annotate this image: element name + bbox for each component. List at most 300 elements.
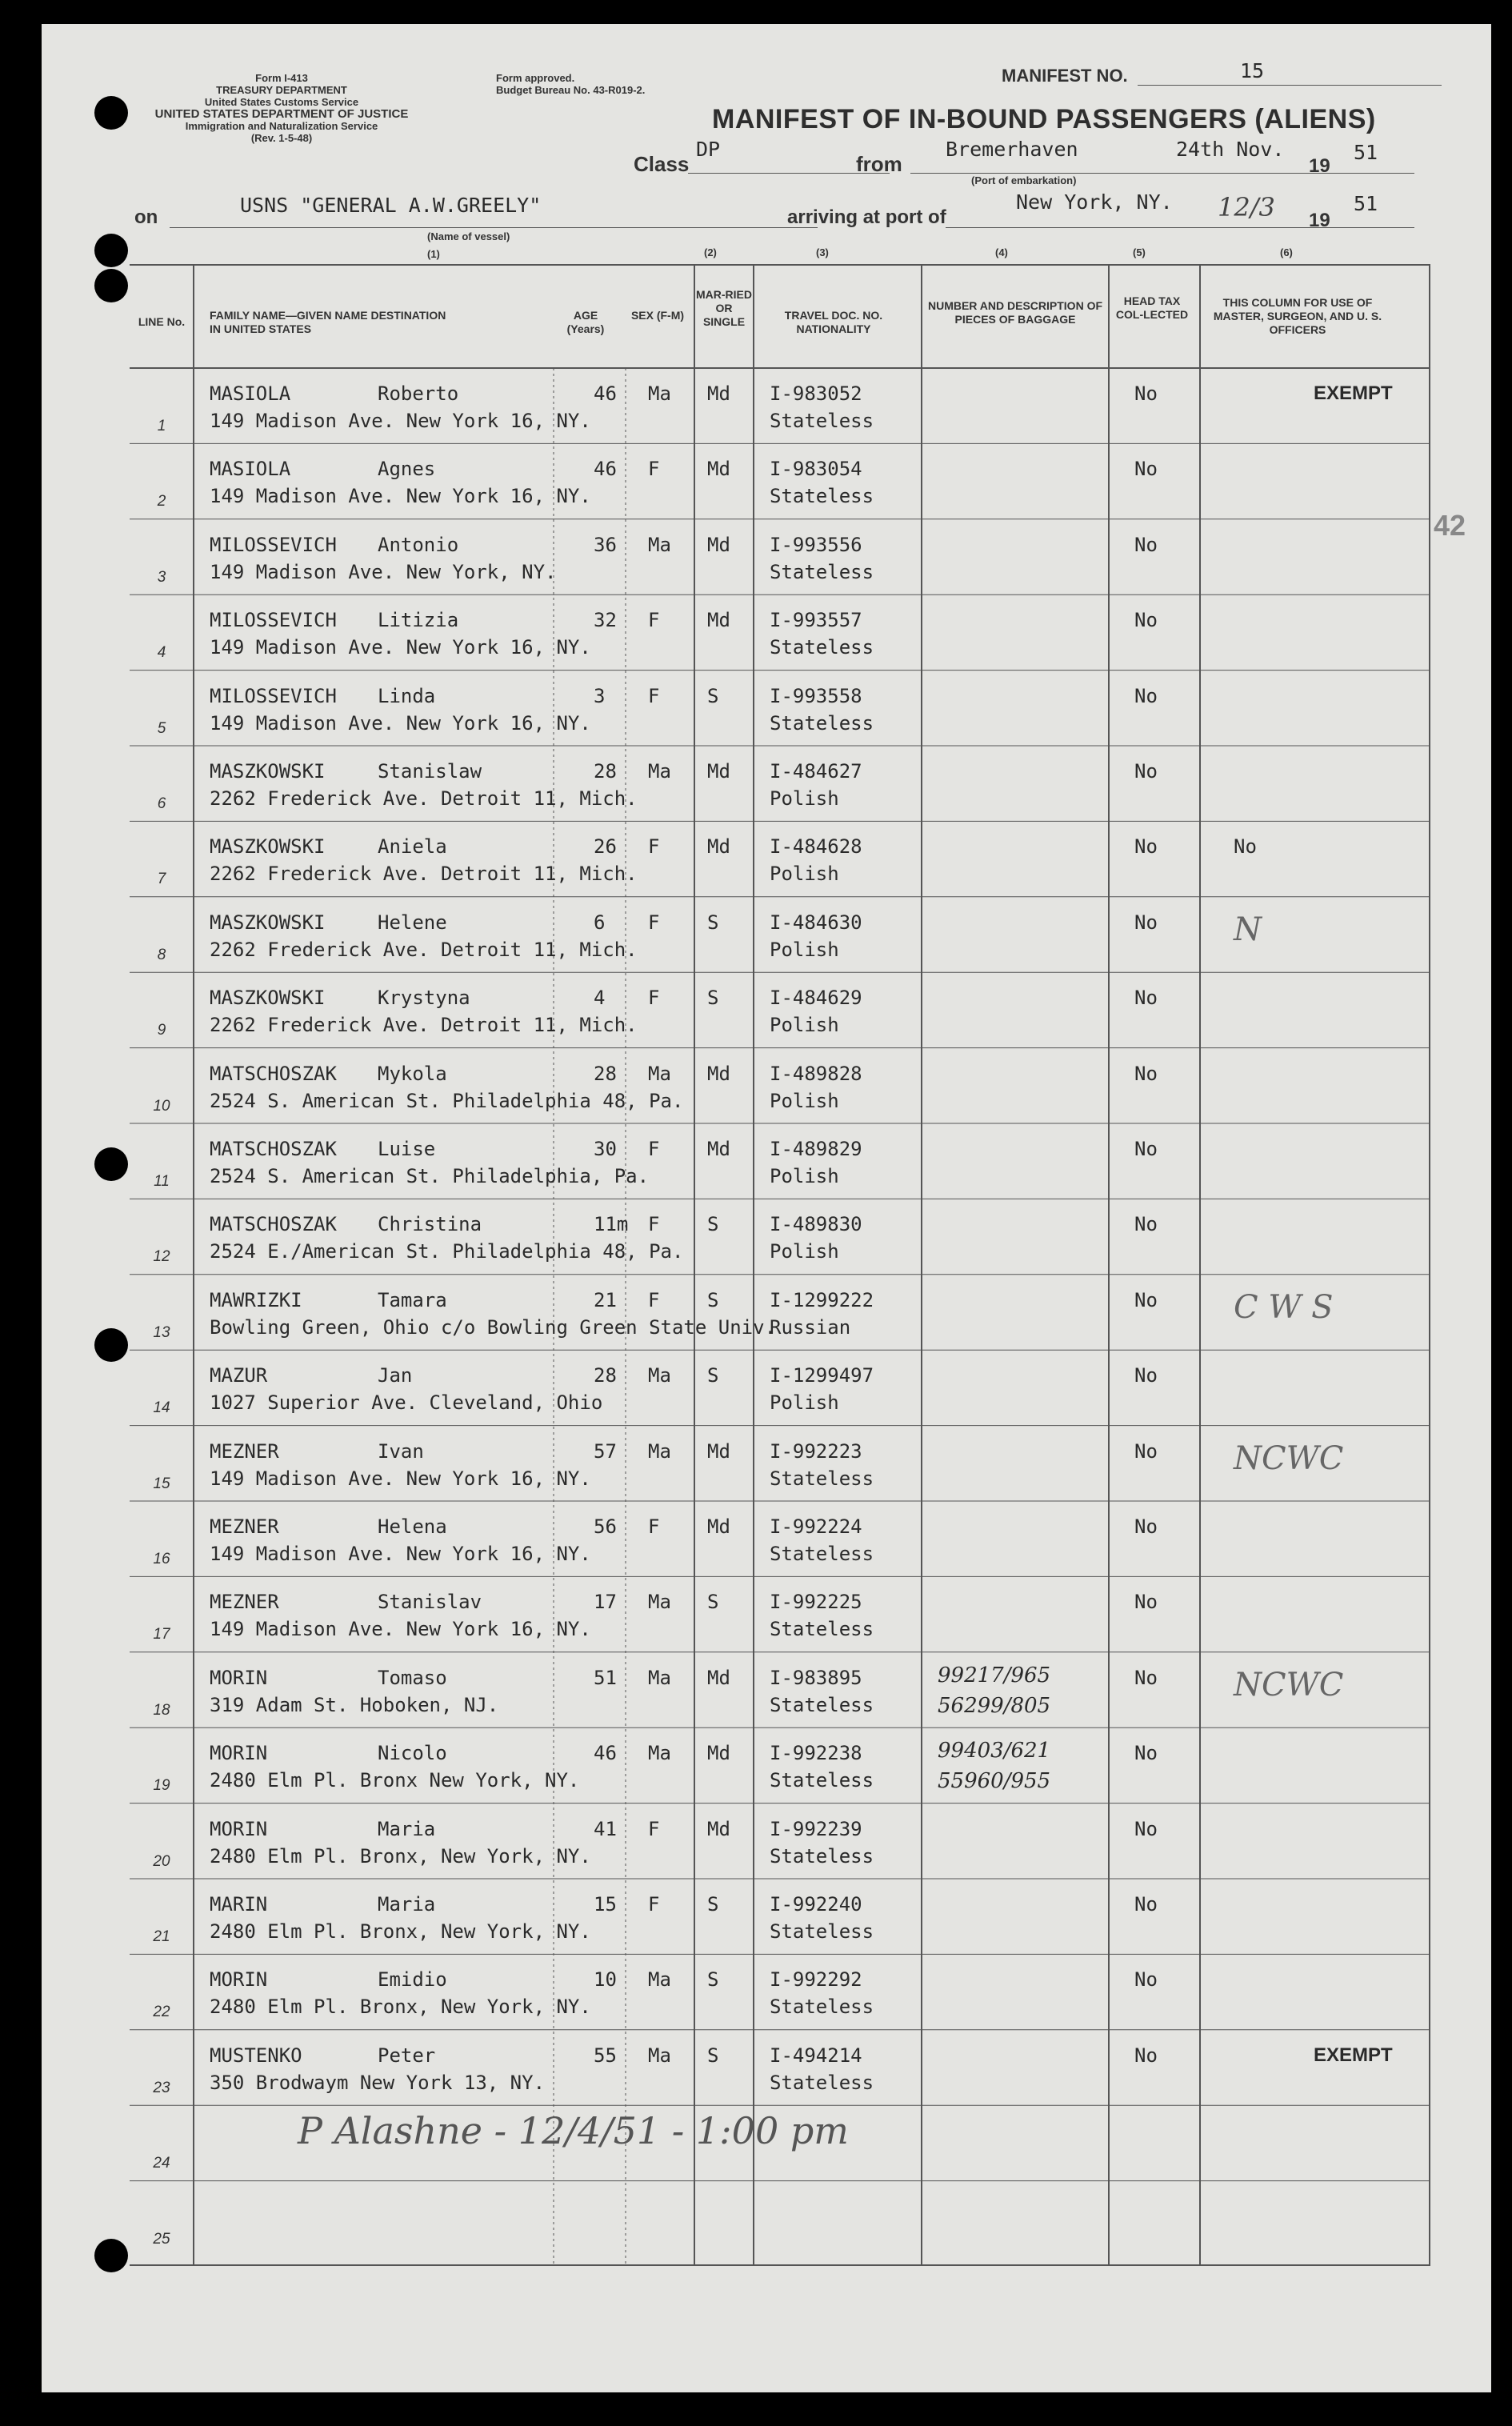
family-name: MASZKOWSKI — [210, 760, 326, 783]
given-name: Krystyna — [378, 987, 470, 1010]
given-name: Stanislaw — [378, 760, 482, 783]
head-tax-value: No — [1134, 1742, 1158, 1765]
baggage-entry: 55960/955 — [938, 1769, 1051, 1794]
class-label: Class — [634, 152, 690, 176]
line-number: 16 — [153, 1551, 170, 1567]
treasury-label: TREASURY DEPARTMENT — [216, 84, 347, 96]
sex-value: Ma — [648, 1666, 671, 1689]
head-tax-value: No — [1134, 1817, 1158, 1840]
col-num-4: (4) — [995, 246, 1008, 258]
travel-doc-number: I-484628 — [770, 835, 862, 859]
nationality: Stateless — [770, 711, 874, 735]
head-tax-value: No — [1134, 835, 1158, 859]
head-tax-value: No — [1134, 1968, 1158, 1992]
header-line-no: LINE No. — [138, 315, 186, 328]
travel-doc-number: I-484629 — [770, 987, 862, 1010]
punch-hole — [94, 2239, 128, 2272]
marital-status: S — [707, 2044, 719, 2067]
col-num-1: (1) — [427, 248, 440, 260]
manifest-number-value: 15 — [1240, 59, 1265, 82]
col-num-6: (6) — [1280, 246, 1293, 258]
head-tax-value: No — [1134, 1138, 1158, 1160]
year-prefix: 19 — [1309, 155, 1330, 177]
officer-note: EXEMPT — [1314, 2044, 1393, 2066]
arrival-date-line — [1202, 227, 1354, 228]
sex-value: Ma — [648, 533, 671, 556]
officer-note: NCWC — [1234, 1666, 1344, 1703]
sex-value: F — [648, 1213, 660, 1236]
nationality: Stateless — [770, 1618, 874, 1641]
age-value: 10 — [594, 1968, 617, 1992]
destination-address: Bowling Green, Ohio c/o Bowling Green State Univ. — [210, 1315, 777, 1339]
destination-address: 149 Madison Ave. New York 16, NY. — [210, 410, 591, 432]
age-value: 55 — [594, 2044, 617, 2067]
manifest-title: MANIFEST OF IN-BOUND PASSENGERS (ALIENS) — [712, 104, 1376, 134]
line-number: 20 — [153, 1852, 170, 1870]
age-value: 28 — [594, 1364, 617, 1387]
destination-address: 149 Madison Ave. New York 16, NY. — [210, 636, 591, 659]
arrival-year: 51 — [1354, 192, 1378, 215]
age-value: 28 — [594, 1062, 617, 1085]
form-agency-block — [130, 72, 434, 144]
age-value: 46 — [594, 1742, 617, 1765]
nationality: Stateless — [770, 1467, 874, 1490]
travel-doc-number: I-489830 — [770, 1213, 862, 1236]
nationality: Polish — [770, 863, 839, 886]
sex-value: F — [648, 1893, 660, 1916]
sex-value: F — [648, 987, 660, 1010]
line-number: 5 — [157, 719, 166, 737]
margin-note: 42 — [1434, 509, 1466, 542]
nationality: Polish — [770, 787, 839, 810]
arriving-label: arriving at port of — [787, 206, 946, 228]
travel-doc-number: I-983052 — [770, 382, 862, 405]
line-number: 19 — [153, 1777, 170, 1795]
header-head-tax: HEAD TAX COL-LECTED — [1115, 294, 1189, 321]
travel-doc-number: I-993558 — [770, 684, 862, 707]
customs-label: United States Customs Service — [204, 96, 359, 108]
travel-doc-number: I-1299497 — [770, 1364, 874, 1387]
marital-status: Md — [707, 1515, 730, 1538]
marital-status: Md — [707, 1062, 730, 1085]
age-value: 32 — [594, 609, 617, 632]
marital-status: Md — [707, 609, 730, 632]
line-number: 3 — [157, 568, 166, 586]
line-number: 9 — [157, 1022, 166, 1039]
travel-doc-number: I-489828 — [770, 1062, 862, 1085]
given-name: Aniela — [378, 835, 447, 859]
travel-doc-number: I-484627 — [770, 760, 862, 783]
destination-address: 350 Brodwaym New York 13, NY. — [210, 2071, 546, 2094]
line-number: 4 — [157, 644, 166, 662]
from-label: from — [856, 152, 902, 176]
age-value: 11m — [594, 1213, 629, 1236]
nationality: Stateless — [770, 1844, 874, 1868]
travel-doc-number: I-992239 — [770, 1817, 862, 1840]
approval-block — [496, 72, 645, 96]
marital-status: S — [707, 1364, 719, 1387]
given-name: Agnes — [378, 458, 436, 481]
family-name: MILOSSEVICH — [210, 533, 337, 556]
punch-hole — [94, 96, 128, 130]
line-number: 12 — [153, 1248, 170, 1266]
family-name: MATSCHOSZAK — [210, 1062, 337, 1085]
family-name: MASZKOWSKI — [210, 987, 326, 1010]
nationality: Stateless — [770, 410, 874, 432]
line-number: 11 — [154, 1173, 170, 1190]
given-name: Helena — [378, 1515, 447, 1538]
nationality: Polish — [770, 1089, 839, 1112]
head-tax-value: No — [1134, 382, 1158, 405]
family-name: MORIN — [210, 1968, 268, 1992]
age-value: 57 — [594, 1439, 617, 1463]
col-num-3: (3) — [816, 246, 829, 258]
line-number: 23 — [153, 2079, 170, 2096]
family-name: MUSTENKO — [210, 2044, 302, 2067]
sex-value: F — [648, 835, 660, 859]
destination-address: 149 Madison Ave. New York 16, NY. — [210, 1467, 591, 1490]
arrival-date: 12/3 — [1218, 192, 1275, 222]
sex-value: F — [648, 911, 660, 934]
nationality: Stateless — [770, 1543, 874, 1565]
budget-number: Budget Bureau No. 43-R019-2. — [496, 84, 646, 96]
punch-hole — [94, 234, 128, 267]
officer-note: N — [1234, 911, 1262, 948]
marital-status: Md — [707, 1666, 730, 1689]
header-officers: THIS COLUMN FOR USE OF MASTER, SURGEON, AND U. S. OFFICERS — [1213, 296, 1382, 336]
nationality: Stateless — [770, 1920, 874, 1943]
line-number: 13 — [153, 1323, 170, 1341]
family-name: MORIN — [210, 1817, 268, 1840]
head-tax-value: No — [1134, 1893, 1158, 1916]
travel-doc-number: I-992225 — [770, 1591, 862, 1614]
given-name: Antonio — [378, 533, 459, 556]
given-name: Ivan — [378, 1439, 424, 1463]
head-tax-value: No — [1134, 760, 1158, 783]
head-tax-value: No — [1134, 1364, 1158, 1387]
line-number: 24 — [153, 2155, 170, 2172]
sex-value: Ma — [648, 1062, 671, 1085]
sex-value: F — [648, 1515, 660, 1538]
marital-status: Md — [707, 458, 730, 481]
destination-address: 2524 E./American St. Philadelphia 48, Pa. — [210, 1240, 684, 1263]
age-value: 46 — [594, 458, 617, 481]
travel-doc-number: I-983054 — [770, 458, 862, 481]
sex-value: F — [648, 1817, 660, 1840]
head-tax-value: No — [1134, 1288, 1158, 1311]
destination-address: 2480 Elm Pl. Bronx New York, NY. — [210, 1769, 580, 1792]
destination-address: 149 Madison Ave. New York 16, NY. — [210, 1618, 591, 1641]
col-num-5: (5) — [1133, 246, 1146, 258]
sex-value: Ma — [648, 1591, 671, 1614]
age-value: 3 — [594, 684, 606, 707]
head-tax-value: No — [1134, 1515, 1158, 1538]
head-tax-value: No — [1134, 987, 1158, 1010]
destination-address: 319 Adam St. Hoboken, NJ. — [210, 1693, 499, 1716]
nationality: Stateless — [770, 1769, 874, 1792]
age-value: 51 — [594, 1666, 617, 1689]
arrival-year-line — [1346, 227, 1414, 228]
age-value: 26 — [594, 835, 617, 859]
marital-status: S — [707, 1968, 719, 1992]
head-tax-value: No — [1134, 458, 1158, 481]
nationality: Stateless — [770, 2071, 874, 2094]
line-number: 17 — [153, 1626, 170, 1643]
nationality: Stateless — [770, 1996, 874, 2019]
departure-date-line — [1162, 173, 1362, 174]
age-value: 21 — [594, 1288, 617, 1311]
header-travel-doc: TRAVEL DOC. NO. NATIONALITY — [784, 309, 883, 335]
line-number: 1 — [157, 418, 166, 434]
sex-value: F — [648, 1138, 660, 1160]
given-name: Maria — [378, 1817, 436, 1840]
destination-address: 2262 Frederick Ave. Detroit 11, Mich. — [210, 787, 638, 810]
given-name: Luise — [378, 1138, 436, 1160]
sex-value: Ma — [648, 1968, 671, 1992]
head-tax-value: No — [1134, 911, 1158, 934]
family-name: MAWRIZKI — [210, 1288, 302, 1311]
clearance-signature: P Alashne - 12/4/51 - 1:00 pm — [298, 2109, 849, 2152]
family-name: MEZNER — [210, 1591, 279, 1614]
sex-value: Ma — [648, 1439, 671, 1463]
age-value: 6 — [594, 911, 606, 934]
line-number: 8 — [157, 946, 166, 963]
sex-value: F — [648, 458, 660, 481]
baggage-entry: 56299/805 — [938, 1693, 1051, 1718]
marital-status: Md — [707, 1138, 730, 1160]
header-name: FAMILY NAME—GIVEN NAME DESTINATION IN UNITED STATES — [210, 309, 446, 335]
given-name: Peter — [378, 2044, 436, 2067]
line-number: 10 — [153, 1097, 170, 1115]
nationality: Stateless — [770, 1693, 874, 1716]
family-name: MASZKOWSKI — [210, 835, 326, 859]
punch-hole — [94, 1147, 128, 1181]
given-name: Christina — [378, 1213, 482, 1236]
departure-date: 24th Nov. — [1176, 138, 1285, 161]
line-number: 14 — [153, 1399, 170, 1417]
head-tax-value: No — [1134, 684, 1158, 707]
header-sex: SEX (F-M) — [630, 309, 685, 322]
marital-status: S — [707, 684, 719, 707]
destination-address: 149 Madison Ave. New York, NY. — [210, 560, 557, 583]
sex-value: Ma — [648, 2044, 671, 2067]
head-tax-value: No — [1134, 609, 1158, 632]
on-label: on — [134, 206, 158, 228]
given-name: Litizia — [378, 609, 459, 632]
nationality: Polish — [770, 1240, 839, 1263]
destination-address: 1027 Superior Ave. Cleveland, Ohio — [210, 1391, 603, 1415]
header-baggage: NUMBER AND DESCRIPTION OF PIECES OF BAGGAGE — [927, 299, 1103, 326]
head-tax-value: No — [1134, 1062, 1158, 1085]
family-name: MASZKOWSKI — [210, 911, 326, 934]
marital-status: Md — [707, 533, 730, 556]
form-approved-label: Form approved. — [496, 72, 575, 84]
embarkation-label: (Port of embarkation) — [971, 174, 1077, 186]
age-value: 15 — [594, 1893, 617, 1916]
head-tax-value: No — [1134, 1439, 1158, 1463]
vessel-name-label: (Name of vessel) — [427, 230, 510, 242]
family-name: MORIN — [210, 1742, 268, 1765]
family-name: MILOSSEVICH — [210, 684, 337, 707]
punch-hole — [94, 269, 128, 302]
arrival-port: New York, NY. — [1016, 190, 1173, 214]
officer-note: NCWC — [1234, 1439, 1344, 1477]
marital-status: Md — [707, 1742, 730, 1765]
marital-status: Md — [707, 1817, 730, 1840]
given-name: Helene — [378, 911, 447, 934]
age-value: 4 — [594, 987, 606, 1010]
sex-value: F — [648, 1288, 660, 1311]
given-name: Roberto — [378, 382, 459, 405]
officer-note: EXEMPT — [1314, 382, 1393, 404]
travel-doc-number: I-484630 — [770, 911, 862, 934]
travel-doc-number: I-992292 — [770, 1968, 862, 1992]
marital-status: S — [707, 911, 719, 934]
arrival-port-line — [946, 227, 1226, 228]
nationality: Polish — [770, 1391, 839, 1415]
given-name: Tomaso — [378, 1666, 447, 1689]
travel-doc-number: I-992238 — [770, 1742, 862, 1765]
line-number: 2 — [157, 493, 166, 510]
family-name: MATSCHOSZAK — [210, 1138, 337, 1160]
given-name: Maria — [378, 1893, 436, 1916]
destination-address: 2480 Elm Pl. Bronx, New York, NY. — [210, 1996, 591, 2019]
marital-status: S — [707, 1213, 719, 1236]
sex-value: F — [648, 609, 660, 632]
given-name: Tamara — [378, 1288, 447, 1311]
age-value: 36 — [594, 533, 617, 556]
nationality: Russian — [770, 1315, 851, 1339]
line-number: 7 — [157, 871, 166, 888]
manifest-sheet — [42, 24, 1491, 2392]
officer-note: C W S — [1234, 1288, 1334, 1326]
baggage-entry: 99217/965 — [938, 1663, 1051, 1687]
destination-address: 2262 Frederick Ave. Detroit 11, Mich. — [210, 1014, 638, 1037]
travel-doc-number: I-489829 — [770, 1138, 862, 1160]
family-name: MASIOLA — [210, 382, 291, 405]
departure-year: 51 — [1354, 141, 1378, 164]
line-number: 18 — [153, 1701, 170, 1719]
marital-status: Md — [707, 760, 730, 783]
family-name: MEZNER — [210, 1439, 279, 1463]
col-num-2: (2) — [704, 246, 717, 258]
destination-address: 149 Madison Ave. New York 16, NY. — [210, 485, 591, 508]
head-tax-value: No — [1134, 2044, 1158, 2067]
head-tax-value: No — [1134, 533, 1158, 556]
nationality: Stateless — [770, 485, 874, 508]
sex-value: Ma — [648, 760, 671, 783]
from-port: Bremerhaven — [946, 138, 1078, 161]
travel-doc-number: I-494214 — [770, 2044, 862, 2067]
form-number: Form I-413 — [255, 72, 308, 84]
nationality: Polish — [770, 1165, 839, 1187]
officer-note: No — [1234, 835, 1257, 859]
header-married: MAR-RIED OR SINGLE — [696, 288, 752, 328]
given-name: Mykola — [378, 1062, 447, 1085]
manifest-number-label: MANIFEST NO. — [1002, 66, 1128, 86]
given-name: Jan — [378, 1364, 413, 1387]
destination-address: 2524 S. American St. Philadelphia 48, Pa. — [210, 1089, 684, 1112]
year-line — [1346, 173, 1414, 174]
age-value: 56 — [594, 1515, 617, 1538]
destination-address: 2524 S. American St. Philadelphia, Pa. — [210, 1165, 650, 1187]
family-name: MARIN — [210, 1893, 268, 1916]
destination-address: 2480 Elm Pl. Bronx, New York, NY. — [210, 1920, 591, 1943]
marital-status: S — [707, 1591, 719, 1614]
head-tax-value: No — [1134, 1591, 1158, 1614]
sex-value: Ma — [648, 1364, 671, 1387]
marital-status: S — [707, 987, 719, 1010]
sex-value: F — [648, 684, 660, 707]
nationality: Polish — [770, 938, 839, 961]
justice-label: UNITED STATES DEPARTMENT OF JUSTICE — [154, 107, 409, 121]
revision-label: (Rev. 1-5-48) — [250, 132, 313, 144]
line-number: 6 — [157, 795, 166, 812]
line-number: 22 — [153, 2004, 170, 2021]
family-name: MAZUR — [210, 1364, 268, 1387]
line-number: 25 — [153, 2230, 170, 2248]
given-name: Nicolo — [378, 1742, 447, 1765]
age-value: 46 — [594, 382, 617, 405]
nationality: Polish — [770, 1014, 839, 1037]
travel-doc-number: I-992240 — [770, 1893, 862, 1916]
family-name: MILOSSEVICH — [210, 609, 337, 632]
age-value: 30 — [594, 1138, 617, 1160]
punch-hole — [94, 1328, 128, 1362]
line-number: 15 — [153, 1475, 170, 1492]
age-value: 28 — [594, 760, 617, 783]
destination-address: 2262 Frederick Ave. Detroit 11, Mich. — [210, 938, 638, 961]
destination-address: 149 Madison Ave. New York 16, NY. — [210, 1543, 591, 1565]
marital-status: S — [707, 1893, 719, 1916]
given-name: Linda — [378, 684, 436, 707]
destination-address: 2480 Elm Pl. Bronx, New York, NY. — [210, 1844, 591, 1868]
destination-address: 2262 Frederick Ave. Detroit 11, Mich. — [210, 863, 638, 886]
destination-address: 149 Madison Ave. New York 16, NY. — [210, 711, 591, 735]
travel-doc-number: I-992224 — [770, 1515, 862, 1538]
travel-doc-number: I-1299222 — [770, 1288, 874, 1311]
nationality: Stateless — [770, 560, 874, 583]
nationality: Stateless — [770, 636, 874, 659]
age-value: 17 — [594, 1591, 617, 1614]
vessel-line — [170, 227, 818, 228]
given-name: Emidio — [378, 1968, 447, 1992]
sex-value: Ma — [648, 382, 671, 405]
travel-doc-number: I-993556 — [770, 533, 862, 556]
manifest-number-line — [1138, 85, 1442, 86]
travel-doc-number: I-983895 — [770, 1666, 862, 1689]
header-age: AGE (Years) — [566, 309, 605, 335]
arrival-year-prefix: 19 — [1309, 210, 1330, 231]
travel-doc-number: I-993557 — [770, 609, 862, 632]
family-name: MATSCHOSZAK — [210, 1213, 337, 1236]
marital-status: Md — [707, 382, 730, 405]
family-name: MORIN — [210, 1666, 268, 1689]
given-name: Stanislav — [378, 1591, 482, 1614]
head-tax-value: No — [1134, 1666, 1158, 1689]
head-tax-value: No — [1134, 1213, 1158, 1236]
marital-status: Md — [707, 835, 730, 859]
class-value: DP — [696, 138, 721, 161]
family-name: MEZNER — [210, 1515, 279, 1538]
sex-value: Ma — [648, 1742, 671, 1765]
travel-doc-number: I-992223 — [770, 1439, 862, 1463]
family-name: MASIOLA — [210, 458, 291, 481]
line-number: 21 — [153, 1928, 170, 1945]
immigration-label: Immigration and Naturalization Service — [185, 120, 378, 132]
age-value: 41 — [594, 1817, 617, 1840]
marital-status: S — [707, 1288, 719, 1311]
